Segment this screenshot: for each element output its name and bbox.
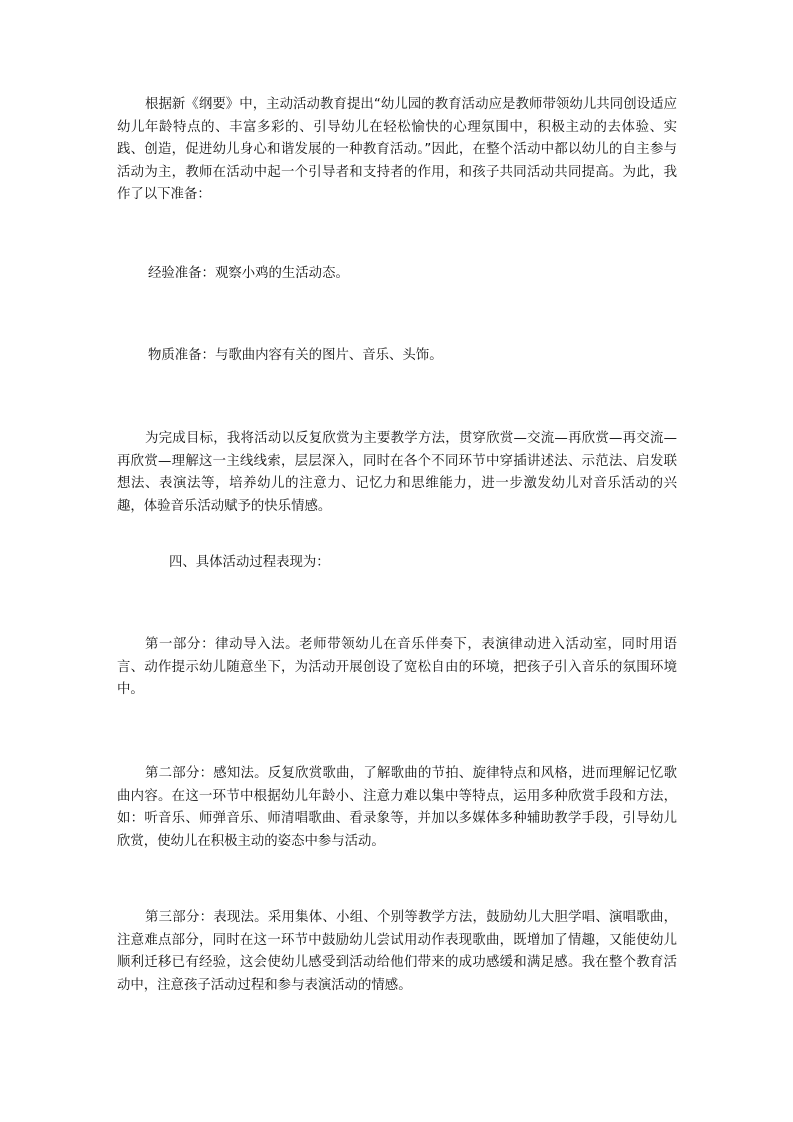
part2-paragraph: 第二部分：感知法。反复欣赏歌曲，了解歌曲的节拍、旋律特点和风格，进而理解记忆歌曲内容。在这一环节中根据幼儿年龄小、注意力难以集中等特点，运用多种欣赏手段和方法，如：听音乐、师弹音乐、师清唱歌曲、看录象等，并加以多媒体多种辅助教学手段，引导幼儿欣赏，使幼儿在积极主动的姿态中参与活动。 xyxy=(117,766,677,849)
experience-preparation: 经验准备：观察小鸡的生活动态。 xyxy=(148,266,349,281)
part3-paragraph: 第三部分：表现法。采用集体、小组、个别等教学方法，鼓励幼儿大胆学唱、演唱歌曲，注意难点部分，同时在这一环节中鼓励幼儿尝试用动作表现歌曲，既增加了情趣，又能使幼儿顺利迁移已有经验，这会使幼儿感受到活动给他们带来的成功感缓和满足感。我在整个教育活动中，注意孩子活动过程和参与表演活动的情感。 xyxy=(117,910,677,993)
material-preparation: 物质准备：与歌曲内容有关的图片、音乐、头饰。 xyxy=(148,348,443,363)
part1-paragraph: 第一部分：律动导入法。老师带领幼儿在音乐伴奏下，表演律动进入活动室，同时用语言、动作提示幼儿随意坐下，为活动开展创设了宽松自由的环境，把孩子引入音乐的氛围环境中。 xyxy=(117,637,677,697)
method-paragraph: 为完成目标，我将活动以反复欣赏为主要教学方法，贯穿欣赏—交流—再欣赏—再交流—再欣赏—理解这一主线线索，层层深入，同时在各个不同环节中穿插讲述法、示范法、启发联想法、表演法等，培养幼儿的注意力、记忆力和思维能力，进一步激发幼儿对音乐活动的兴趣，体验音乐活动赋予的快乐情感。 xyxy=(117,431,677,514)
intro-paragraph: 根据新《纲要》中，主动活动教育提出“幼儿园的教育活动应是教师带领幼儿共同创设适应幼儿年龄特点的、丰富多彩的、引导幼儿在轻松愉快的心理氛围中，积极主动的去体验、实践、创造，促进幼儿身心和谐发展的一种教育活动。”因此，在整个活动中都以幼儿的自主参与活动为主，教师在活动中起一个引导者和支持者的作用，和孩子共同活动共同提高。为此，我作了以下准备： xyxy=(117,97,677,202)
section-heading: 四、具体活动过程表现为： xyxy=(169,555,330,570)
